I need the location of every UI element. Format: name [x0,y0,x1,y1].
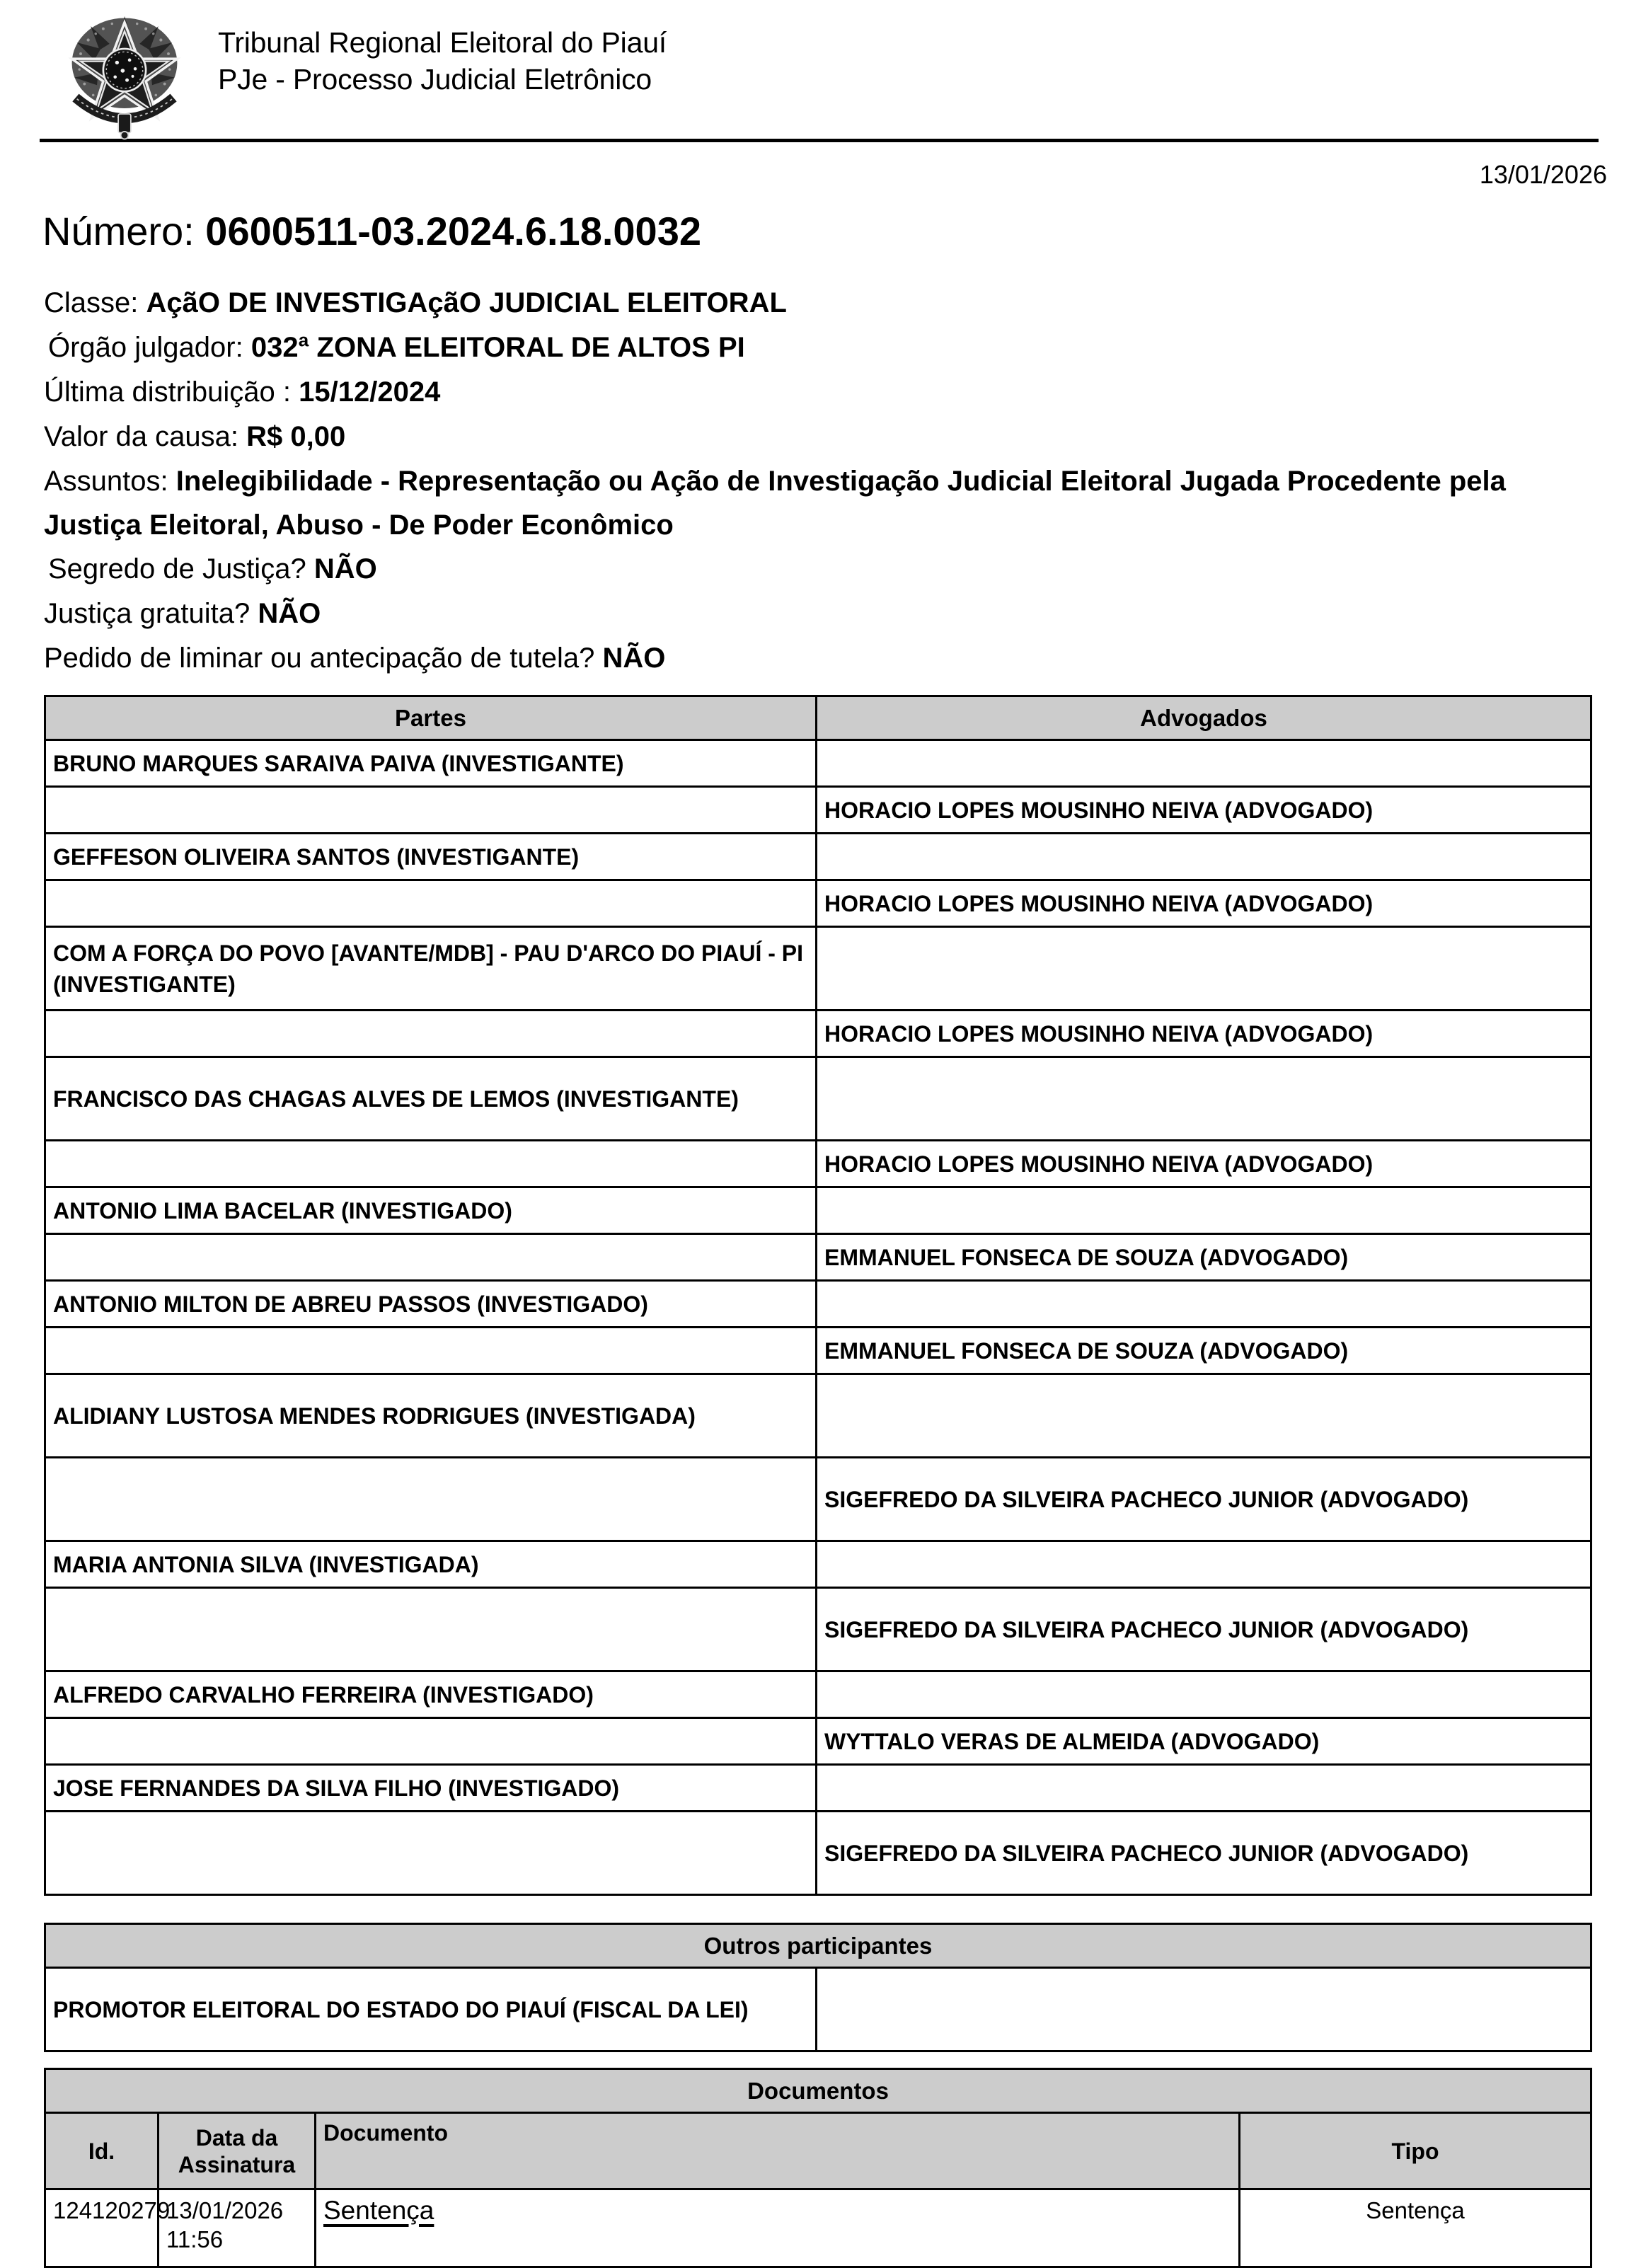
parte-cell: ALIDIANY LUSTOSA MENDES RODRIGUES (INVESTIGADA) [45,1374,817,1458]
advogado-cell [817,740,1591,787]
valor-label: Valor da causa: [44,421,238,452]
table-row [45,1541,1591,1588]
brasao-emblem-wrapper [40,10,209,149]
parties-column-header: Partes [45,696,817,740]
table-row [45,880,1591,927]
valor-value: R$ 0,00 [246,421,346,452]
participante-extra-cell [817,1968,1591,2051]
documento-link[interactable]: Sentença [323,2196,434,2225]
document-header [0,0,1641,139]
outros-table-body [45,1968,1591,2051]
table-row [45,1281,1591,1328]
gratuita-value: NÃO [258,598,321,629]
documentos-title-row [45,2069,1591,2113]
meta-segredo-justica [44,547,1594,592]
parties-table [44,695,1592,1896]
meta-ultima-distribuicao [44,370,1594,415]
meta-valor-causa [44,415,1594,459]
distribuicao-label: Última distribuição : [44,376,292,408]
advogado-cell: HORACIO LOPES MOUSINHO NEIVA (ADVOGADO) [817,1011,1591,1057]
parte-cell [45,1328,817,1374]
parte-cell: GEFFESON OLIVEIRA SANTOS (INVESTIGANTE) [45,834,817,880]
process-number-line [42,209,1641,254]
parties-table-header-row [45,696,1591,740]
table-row [45,1011,1591,1057]
documentos-col-data-assinatura: Data da Assinatura [159,2113,316,2189]
meta-assuntos [44,459,1594,547]
tribunal-title: Tribunal Regional Eleitoral do Piauí [218,26,667,59]
parte-cell [45,880,817,927]
process-number-label: Número: [42,209,195,253]
table-row [45,927,1591,1011]
participante-cell: PROMOTOR ELEITORAL DO ESTADO DO PIAUÍ (FISCAL DA LEI) [45,1968,817,2051]
system-title: PJe - Processo Judicial Eletrônico [218,63,652,96]
advogado-cell [817,1541,1591,1588]
meta-pedido-liminar [44,636,1594,681]
outros-participantes-title: Outros participantes [45,1924,1591,1968]
table-row [45,1234,1591,1281]
advogado-cell [817,1281,1591,1328]
distribuicao-value: 15/12/2024 [299,376,441,408]
segredo-label: Segredo de Justiça? [48,553,306,585]
table-row [45,1588,1591,1671]
advogado-cell: SIGEFREDO DA SILVEIRA PACHECO JUNIOR (ADVOGADO) [817,1812,1591,1895]
table-row [45,1968,1591,2051]
advogado-cell [817,1057,1591,1141]
parte-cell [45,1011,817,1057]
table-row [45,1057,1591,1141]
advogado-cell [817,1374,1591,1458]
parte-cell: FRANCISCO DAS CHAGAS ALVES DE LEMOS (INVESTIGANTE) [45,1057,817,1141]
advogado-cell [817,1765,1591,1812]
advogado-cell: SIGEFREDO DA SILVEIRA PACHECO JUNIOR (ADVOGADO) [817,1588,1591,1671]
table-row [45,1671,1591,1718]
meta-justica-gratuita [44,592,1594,636]
table-row [45,1141,1591,1187]
parte-cell: JOSE FERNANDES DA SILVA FILHO (INVESTIGADO) [45,1765,817,1812]
meta-orgao-julgador [44,326,1594,370]
documentos-title: Documentos [45,2069,1591,2113]
documento-data-cell [159,2189,316,2267]
brasao-republica-icon [62,10,188,142]
documento-nome-cell [316,2189,1240,2267]
documentos-table [44,2068,1592,2268]
documentos-col-documento: Documento [316,2113,1240,2189]
gratuita-label: Justiça gratuita? [44,598,251,629]
table-row [45,1765,1591,1812]
parte-cell: COM A FORÇA DO POVO [AVANTE/MDB] - PAU D'ARCO DO PIAUÍ - PI (INVESTIGANTE) [45,927,817,1011]
advogado-cell: HORACIO LOPES MOUSINHO NEIVA (ADVOGADO) [817,880,1591,927]
segredo-value: NÃO [313,553,377,585]
parte-cell [45,1588,817,1671]
parties-table-body [45,740,1591,1895]
classe-value: AçãO DE INVESTIGAçãO JUDICIAL ELEITORAL [146,287,787,318]
parte-cell: ANTONIO LIMA BACELAR (INVESTIGADO) [45,1187,817,1234]
documentos-col-tipo: Tipo [1240,2113,1591,2189]
documentos-col-id: Id. [45,2113,159,2189]
advogado-cell: HORACIO LOPES MOUSINHO NEIVA (ADVOGADO) [817,1141,1591,1187]
advogado-cell [817,834,1591,880]
documentos-table-body [45,2189,1591,2267]
parte-cell: BRUNO MARQUES SARAIVA PAIVA (INVESTIGANTE) [45,740,817,787]
parte-cell: MARIA ANTONIA SILVA (INVESTIGADA) [45,1541,817,1588]
table-row [45,740,1591,787]
parte-cell [45,1718,817,1765]
table-row [45,1374,1591,1458]
table-row [45,834,1591,880]
documentos-column-header-row [45,2113,1591,2189]
liminar-label: Pedido de liminar ou antecipação de tutela? [44,643,595,674]
liminar-value: NÃO [602,643,666,674]
parte-cell [45,1458,817,1541]
assuntos-value: Inelegibilidade - Representação ou Ação de Investigação Judicial Eleitoral Jugada Procedente pela Justiça Eleitoral, Abuso - De Poder Econômico [44,466,1506,541]
documento-id-cell: 124120279 [45,2189,159,2267]
advogado-cell [817,927,1591,1011]
table-row [45,2189,1591,2267]
print-date: 13/01/2026 [1479,160,1607,189]
table-row [45,1718,1591,1765]
process-metadata [44,281,1594,681]
table-row [45,1458,1591,1541]
advogado-cell [817,1671,1591,1718]
advogado-cell [817,1187,1591,1234]
parte-cell: ANTONIO MILTON DE ABREU PASSOS (INVESTIGADO) [45,1281,817,1328]
parte-cell [45,1141,817,1187]
table-row [45,1812,1591,1895]
advogados-column-header: Advogados [817,696,1591,740]
documento-data-linha2: 11:56 [166,2226,224,2252]
documento-tipo-cell: Sentença [1240,2189,1591,2267]
table-row [45,787,1591,834]
table-row [45,1328,1591,1374]
process-number-value: 0600511-03.2024.6.18.0032 [205,209,701,253]
advogado-cell: EMMANUEL FONSECA DE SOUZA (ADVOGADO) [817,1328,1591,1374]
advogado-cell: SIGEFREDO DA SILVEIRA PACHECO JUNIOR (ADVOGADO) [817,1458,1591,1541]
header-title-block [209,10,667,98]
documento-data-linha1: 13/01/2026 [166,2197,284,2223]
parte-cell [45,1234,817,1281]
parte-cell: ALFREDO CARVALHO FERREIRA (INVESTIGADO) [45,1671,817,1718]
advogado-cell: HORACIO LOPES MOUSINHO NEIVA (ADVOGADO) [817,787,1591,834]
table-row [45,1187,1591,1234]
meta-classe [44,281,1594,326]
assuntos-label: Assuntos: [44,466,168,497]
parte-cell [45,787,817,834]
orgao-value: 032ª ZONA ELEITORAL DE ALTOS PI [251,332,745,363]
advogado-cell: EMMANUEL FONSECA DE SOUZA (ADVOGADO) [817,1234,1591,1281]
parte-cell [45,1812,817,1895]
orgao-label: Órgão julgador: [48,332,243,363]
classe-label: Classe: [44,287,139,318]
header-divider [40,139,1599,142]
outros-header-row [45,1924,1591,1968]
outros-participantes-table [44,1923,1592,2052]
advogado-cell: WYTTALO VERAS DE ALMEIDA (ADVOGADO) [817,1718,1591,1765]
